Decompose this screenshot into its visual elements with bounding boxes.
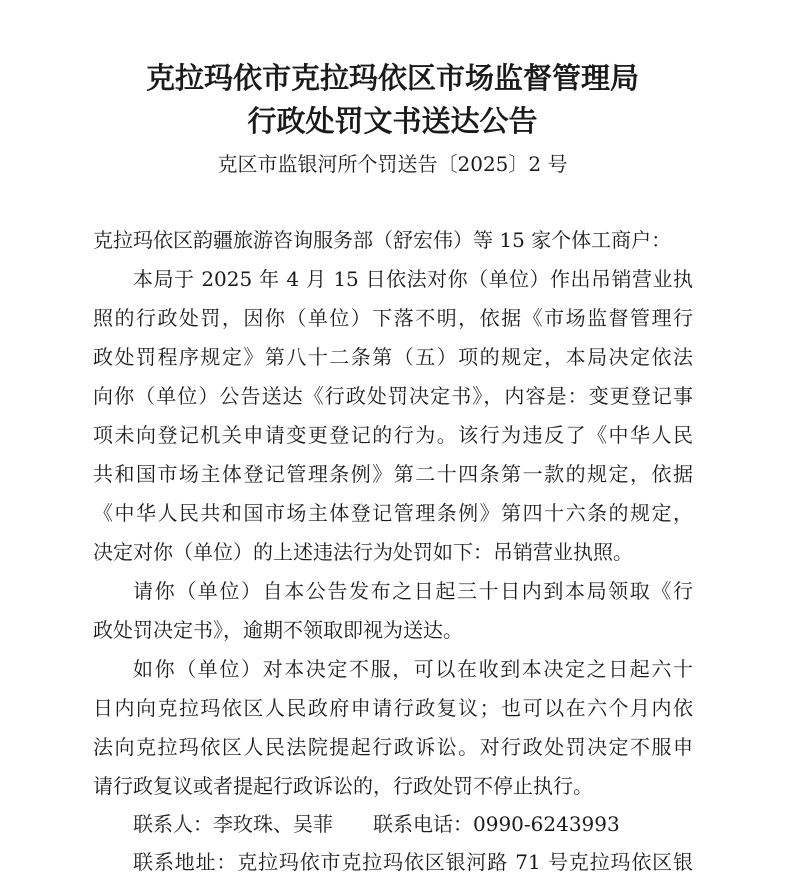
paragraph-3-line-2: 日内向克拉玛依区人民政府申请行政复议；也可以在六个月内依 (93, 696, 693, 720)
document-number: 克区市监银河所个罚送告〔2025〕2 号 (217, 152, 568, 176)
contact-address-line: 联系地址：克拉玛依市克拉玛依区银河路 71 号克拉玛依区银 (133, 850, 693, 874)
paragraph-3-line-3: 法向克拉玛依区人民法院提起行政诉讼。对行政处罚决定不服申 (93, 735, 693, 759)
paragraph-3-line-1: 如你（单位）对本决定不服，可以在收到本决定之日起六十 (133, 657, 693, 681)
contact-person-line: 联系人：李玫珠、吴菲 联系电话：0990-6243993 (133, 812, 620, 836)
paragraph-1-line-2: 照的行政处罚，因你（单位）下落不明，依据《市场监督管理行 (93, 306, 693, 330)
paragraph-3-line-4: 请行政复议或者提起行政诉讼的，行政处罚不停止执行。 (93, 774, 593, 798)
paragraph-1-line-6: 共和国市场主体登记管理条例》第二十四条第一款的规定，依据 (93, 462, 693, 486)
paragraph-2-line-1: 请你（单位）自本公告发布之日起三十日内到本局领取《行 (133, 579, 693, 603)
salutation: 克拉玛依区韵疆旅游咨询服务部（舒宏伟）等 15 家个体工商户： (93, 228, 672, 252)
paragraph-1-line-3: 政处罚程序规定》第八十二条第（五）项的规定，本局决定依法 (93, 345, 693, 369)
document-title-line-2: 行政处罚文书送达公告 (247, 104, 538, 138)
paragraph-1-line-4: 向你（单位）公告送达《行政处罚决定书》，内容是：变更登记事 (93, 384, 693, 408)
paragraph-2-line-2: 政处罚决定书》，逾期不领取即视为送达。 (93, 618, 463, 642)
paragraph-1-line-8: 决定对你（单位）的上述违法行为处罚如下：吊销营业执照。 (93, 540, 633, 564)
paragraph-1-line-1: 本局于 2025 年 4 月 15 日依法对你（单位）作出吊销营业执 (133, 267, 693, 291)
paragraph-1-line-5: 项未向登记机关申请变更登记的行为。该行为违反了《中华人民 (93, 423, 693, 447)
paragraph-1-line-7: 《中华人民共和国市场主体登记管理条例》第四十六条的规定， (93, 501, 693, 525)
document-title-line-1: 克拉玛依市克拉玛依区市场监督管理局 (145, 61, 639, 95)
